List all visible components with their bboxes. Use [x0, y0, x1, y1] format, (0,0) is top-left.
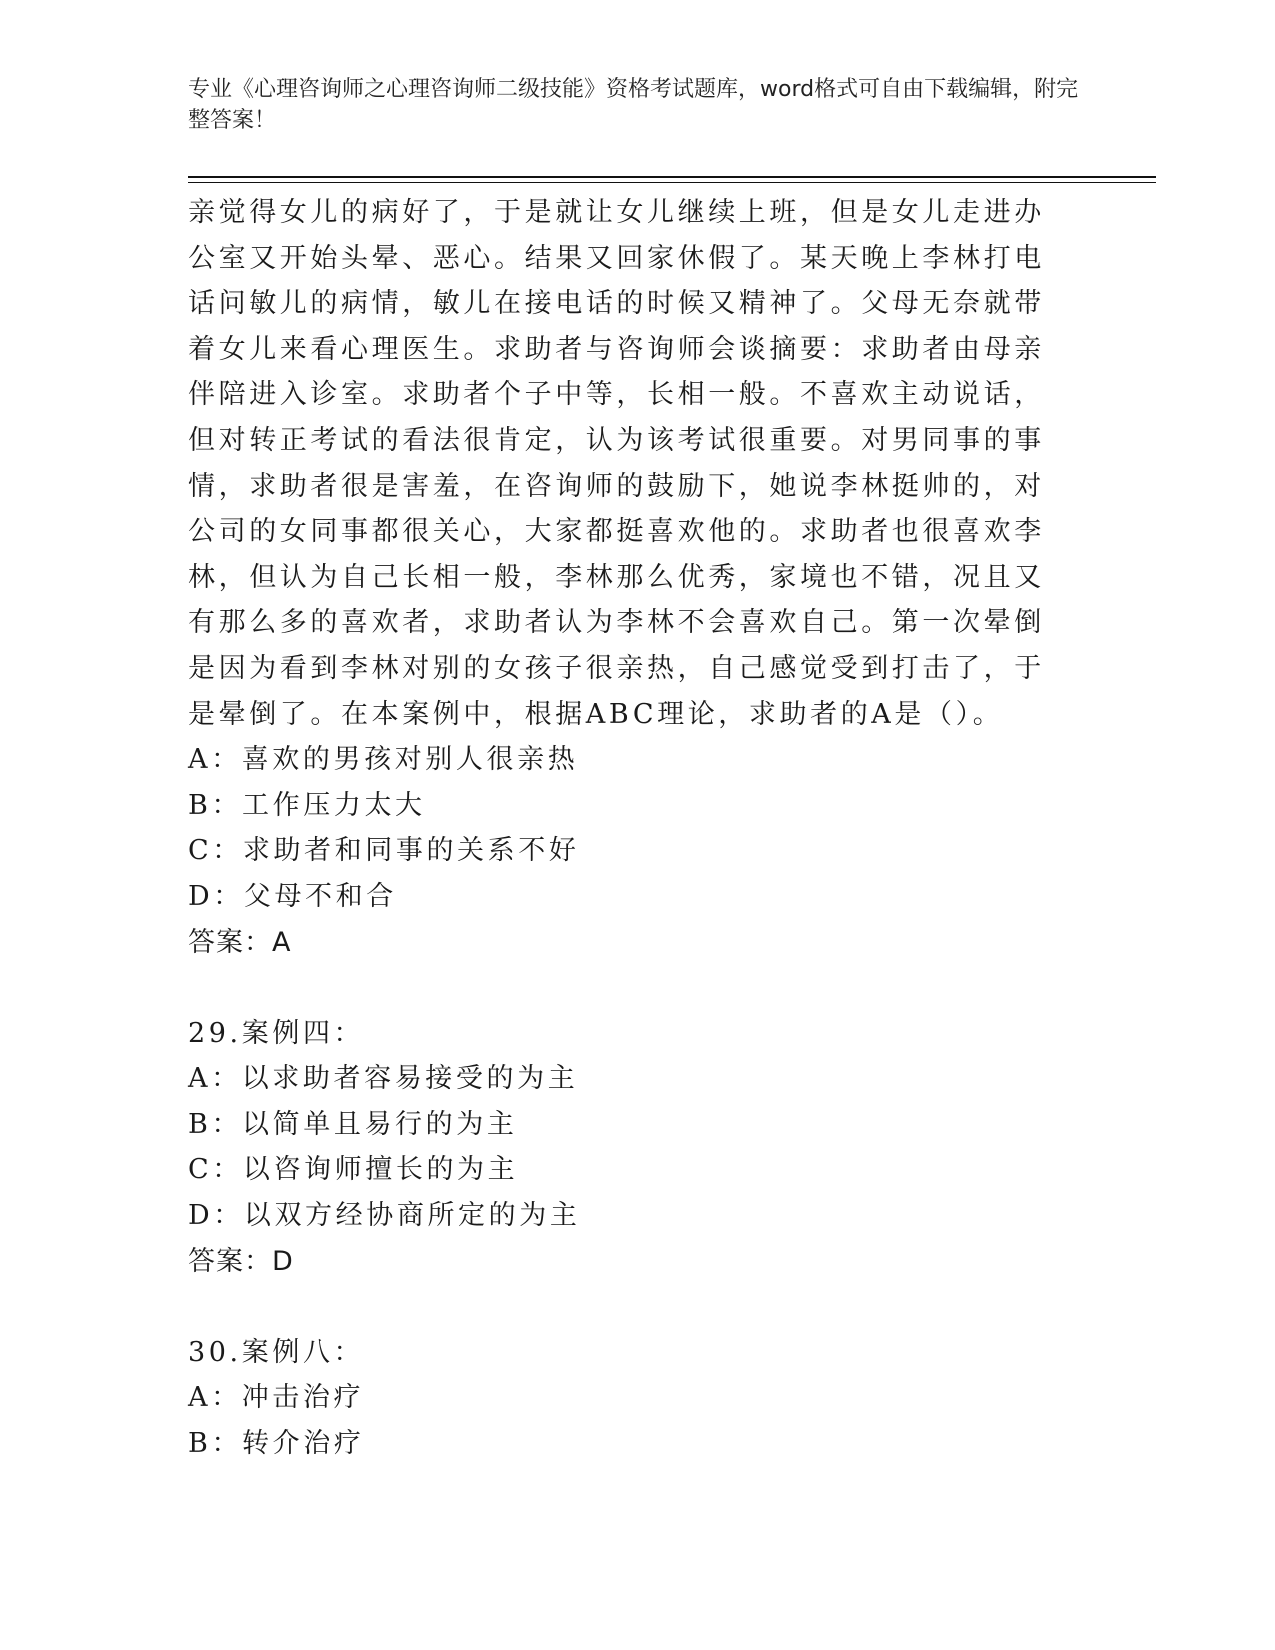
- option-b: B：以简单且易行的为主: [188, 1108, 518, 1140]
- document-body: [188, 190, 1068, 1467]
- header-title: 专业《心理咨询师之心理咨询师二级技能》资格考试题库，word格式可自由下载编辑，附完整答案！: [188, 77, 1079, 133]
- spacer: [188, 965, 1068, 1011]
- question-title: 30.案例八：: [188, 1336, 365, 1368]
- option-b: B：转介治疗: [188, 1428, 365, 1460]
- question-text: 亲觉得女儿的病好了，于是就让女儿继续上班，但是女儿走进办公室又开始头晕、恶心。结果又回家休假了。某天晚上李林打电话问敏儿的病情，敏儿在接电话的时候又精神了。父母无奈就带着女儿来看心理医生。求助者与咨询师会谈摘要：求助者由母亲伴陪进入诊室。求助者个子中等，长相一般。不喜欢主动说话，但对转正考试的看法很肯定，认为该考试很重要。对男同事的事情，求助者很是害羞，在咨询师的鼓励下，她说李林挺帅的，对公司的女同事都很关心，大家都挺喜欢他的。求助者也很喜欢李林，但认为自己长相一般，李林那么优秀，家境也不错，况且又有那么多的喜欢者，求助者认为李林不会喜欢自己。第一次晕倒是因为看到李林对别的女孩子很亲热，自己感觉受到打击了，于是晕倒了。在本案例中，根据ABC理论，求助者的A是（）。: [188, 197, 1045, 730]
- answer: 答案：A: [188, 926, 292, 958]
- question-30: [188, 1330, 1068, 1467]
- option-b: B：工作压力太大: [188, 789, 426, 821]
- option-c: C：求助者和同事的关系不好: [188, 835, 580, 867]
- question-title: 29.案例四：: [188, 1017, 365, 1049]
- option-c: C：以咨询师擅长的为主: [188, 1154, 519, 1186]
- question-29: [188, 1011, 1068, 1285]
- document-header: [188, 74, 1088, 136]
- option-a: A：冲击治疗: [188, 1382, 365, 1414]
- header-rule-thick: [188, 176, 1156, 178]
- spacer: [188, 1284, 1068, 1330]
- option-a: A：以求助者容易接受的为主: [188, 1063, 579, 1095]
- question-28: [188, 190, 1068, 965]
- header-rule-thin: [188, 182, 1156, 183]
- option-d: D：父母不和合: [188, 880, 397, 912]
- option-a: A：喜欢的男孩对别人很亲热: [188, 744, 579, 776]
- answer: 答案：D: [188, 1245, 294, 1277]
- option-d: D：以双方经协商所定的为主: [188, 1200, 581, 1232]
